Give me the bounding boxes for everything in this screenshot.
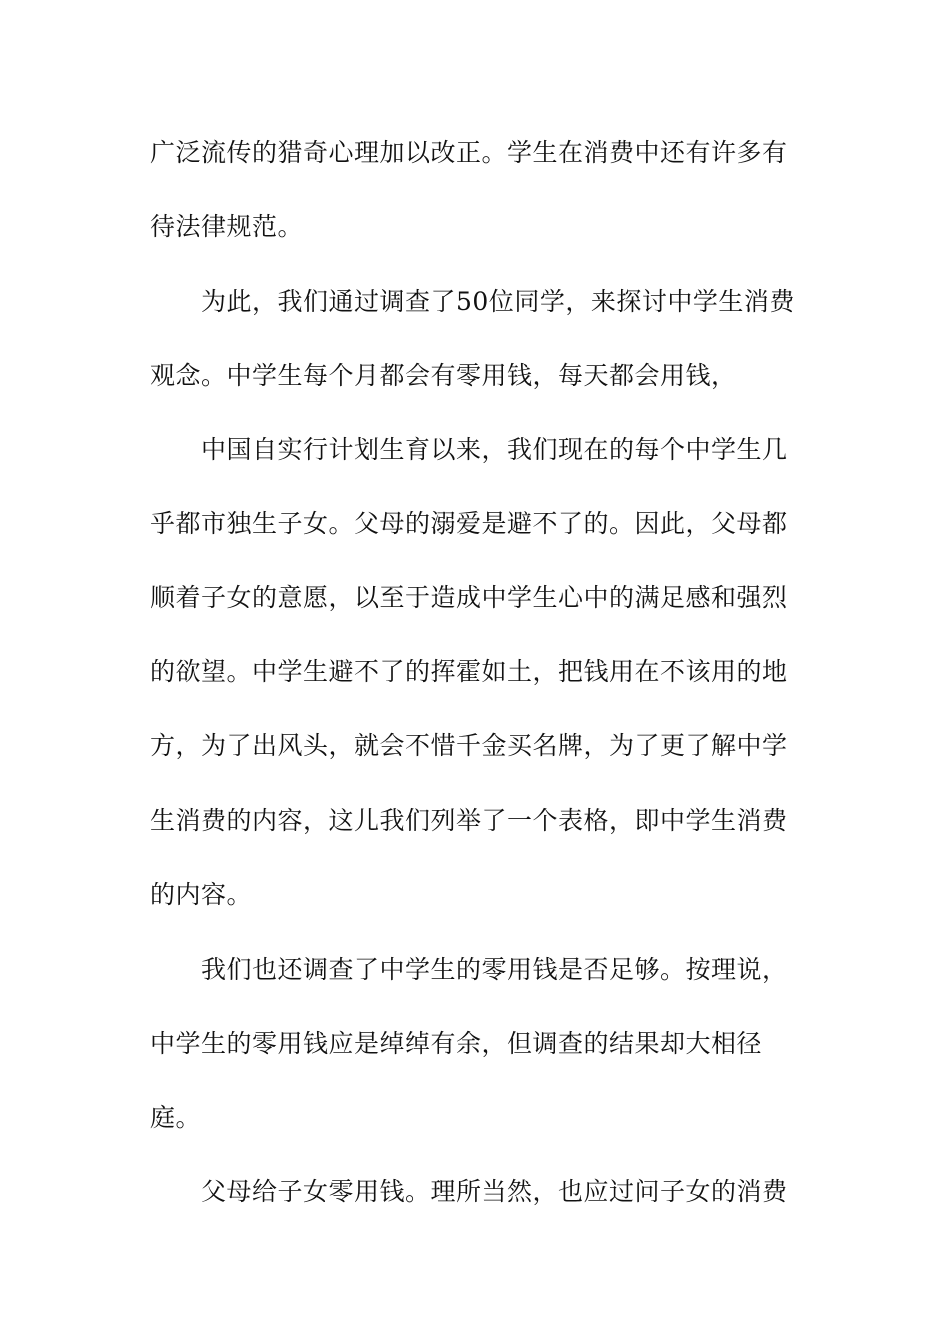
- text-line: 乎都市独生子女。父母的溺爱是避不了的。因此，父母都: [150, 509, 788, 538]
- text-line: 的内容。: [150, 880, 253, 909]
- text-line: 广泛流传的猎奇心理加以改正。学生在消费中还有许多有: [150, 138, 788, 167]
- paragraph-first-line: 父母给子女零用钱。理所当然，也应过问子女的消费: [201, 1177, 788, 1206]
- text-line: 方，为了出风头，就会不惜千金买名牌，为了更了解中学: [150, 731, 788, 760]
- paragraph-first-line: 为此，我们通过调查了50位同学，来探讨中学生消费: [201, 287, 795, 316]
- text-line: 的欲望。中学生避不了的挥霍如土，把钱用在不该用的地: [150, 657, 788, 686]
- text-line: 生消费的内容，这儿我们列举了一个表格，即中学生消费: [150, 806, 788, 835]
- text-line: 待法律规范。: [150, 212, 304, 241]
- paragraph-first-line: 中国自实行计划生育以来，我们现在的每个中学生几: [201, 435, 788, 464]
- text-line: 庭。: [150, 1103, 202, 1132]
- paragraph-first-line: 我们也还调查了中学生的零用钱是否足够。按理说，: [201, 955, 788, 984]
- text-line: 顺着子女的意愿，以至于造成中学生心中的满足感和强烈: [150, 583, 788, 612]
- text-line: 中学生的零用钱应是绰绰有余，但调查的结果却大相径: [150, 1029, 763, 1058]
- text-line: 观念。中学生每个月都会有零用钱，每天都会用钱，: [150, 361, 737, 390]
